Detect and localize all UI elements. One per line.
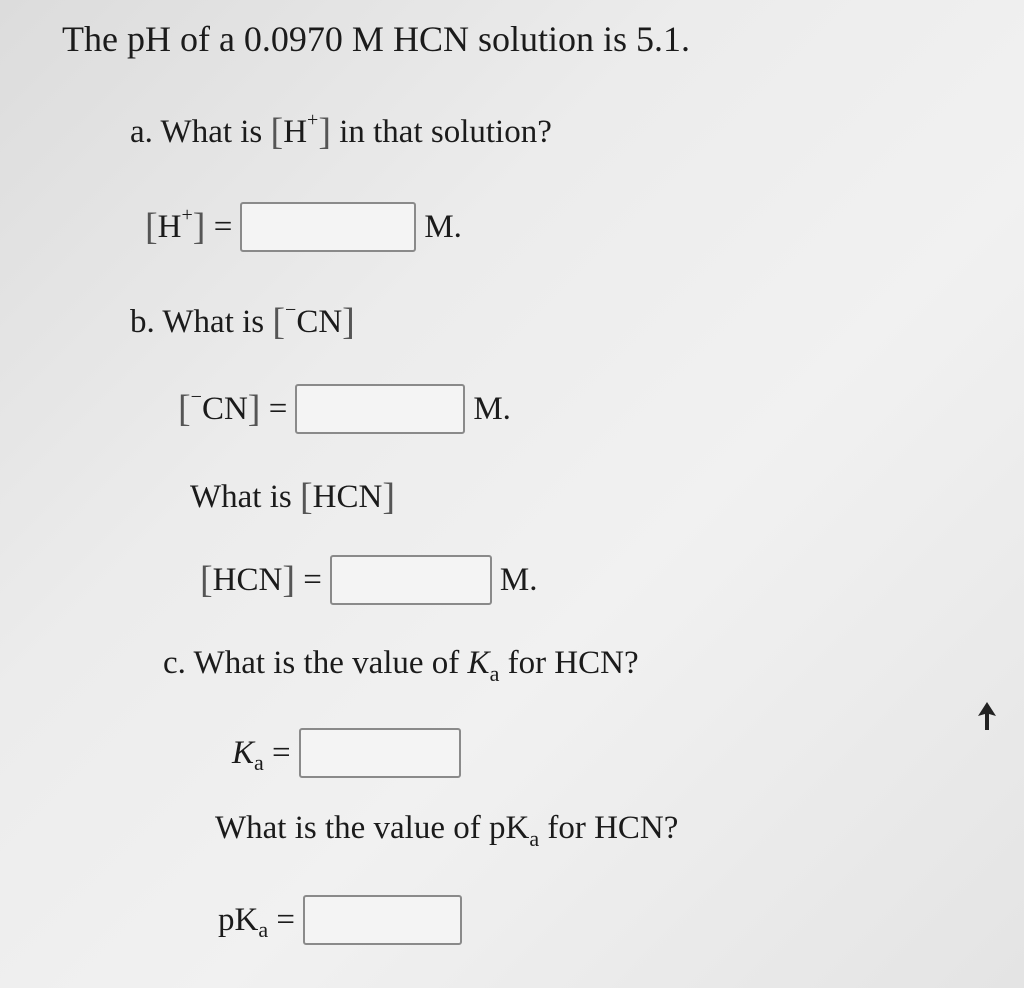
part-b-answer-row: [ − CN ] = M. (178, 384, 511, 434)
charge: + (181, 203, 193, 226)
unit-label: M. (473, 390, 511, 427)
cn-minus-input[interactable] (295, 384, 465, 434)
equals: = (272, 734, 291, 771)
hcn-input[interactable] (330, 555, 492, 605)
pk-symbol: pK (489, 810, 530, 846)
prompt-text: b. What is (130, 303, 265, 340)
unit-label: M. (424, 208, 462, 245)
subscript: a (254, 750, 264, 775)
field-label: pK (218, 901, 259, 938)
species: H (283, 113, 308, 150)
subscript: a (258, 917, 269, 942)
species: HCN (312, 478, 383, 515)
field-label: HCN (212, 561, 283, 598)
prompt-text: in that solution? (339, 113, 552, 150)
equals: = (276, 901, 295, 938)
part-c2-prompt (215, 810, 679, 851)
prompt-text: What is (190, 478, 292, 515)
part-b2-prompt: What is [ HCN ] (190, 476, 395, 518)
equals: = (303, 561, 322, 598)
h-plus-input[interactable] (240, 202, 416, 252)
subscript: a (489, 660, 500, 686)
unit-label: M. (499, 561, 538, 598)
part-b-prompt: b. What is [ − CN ] (130, 298, 355, 343)
species: CN (296, 303, 343, 340)
prompt-text: What is the value of (215, 810, 481, 846)
mouse-cursor-icon (976, 700, 998, 732)
question-title: The pH of a 0.0970 M HCN solution is 5.1. (62, 19, 690, 59)
charge: − (190, 385, 202, 408)
part-a-answer-row: [ H + ] = M. (145, 202, 462, 252)
prompt-text: for HCN? (507, 645, 639, 681)
part-c2-answer-row (218, 895, 470, 945)
field-label: K (232, 734, 255, 771)
part-a-prompt: a. What is [ H + ] in that solution? (130, 108, 552, 153)
equals: = (213, 208, 233, 245)
subscript: a (529, 825, 540, 851)
prompt-text: c. What is the value of (163, 645, 460, 681)
pka-input[interactable] (303, 895, 462, 945)
prompt-text: a. What is (130, 113, 263, 150)
k-symbol: K (467, 645, 490, 681)
field-label: H (157, 208, 182, 245)
part-b2-answer-row: [ HCN ] = M. (200, 555, 537, 605)
part-c-answer-row (232, 728, 469, 778)
charge: − (285, 298, 297, 321)
charge: + (307, 108, 319, 131)
equals: = (268, 390, 288, 427)
field-label: CN (201, 390, 248, 427)
part-c-prompt (163, 645, 639, 686)
ka-input[interactable] (299, 728, 461, 778)
prompt-text: for HCN? (547, 810, 679, 846)
